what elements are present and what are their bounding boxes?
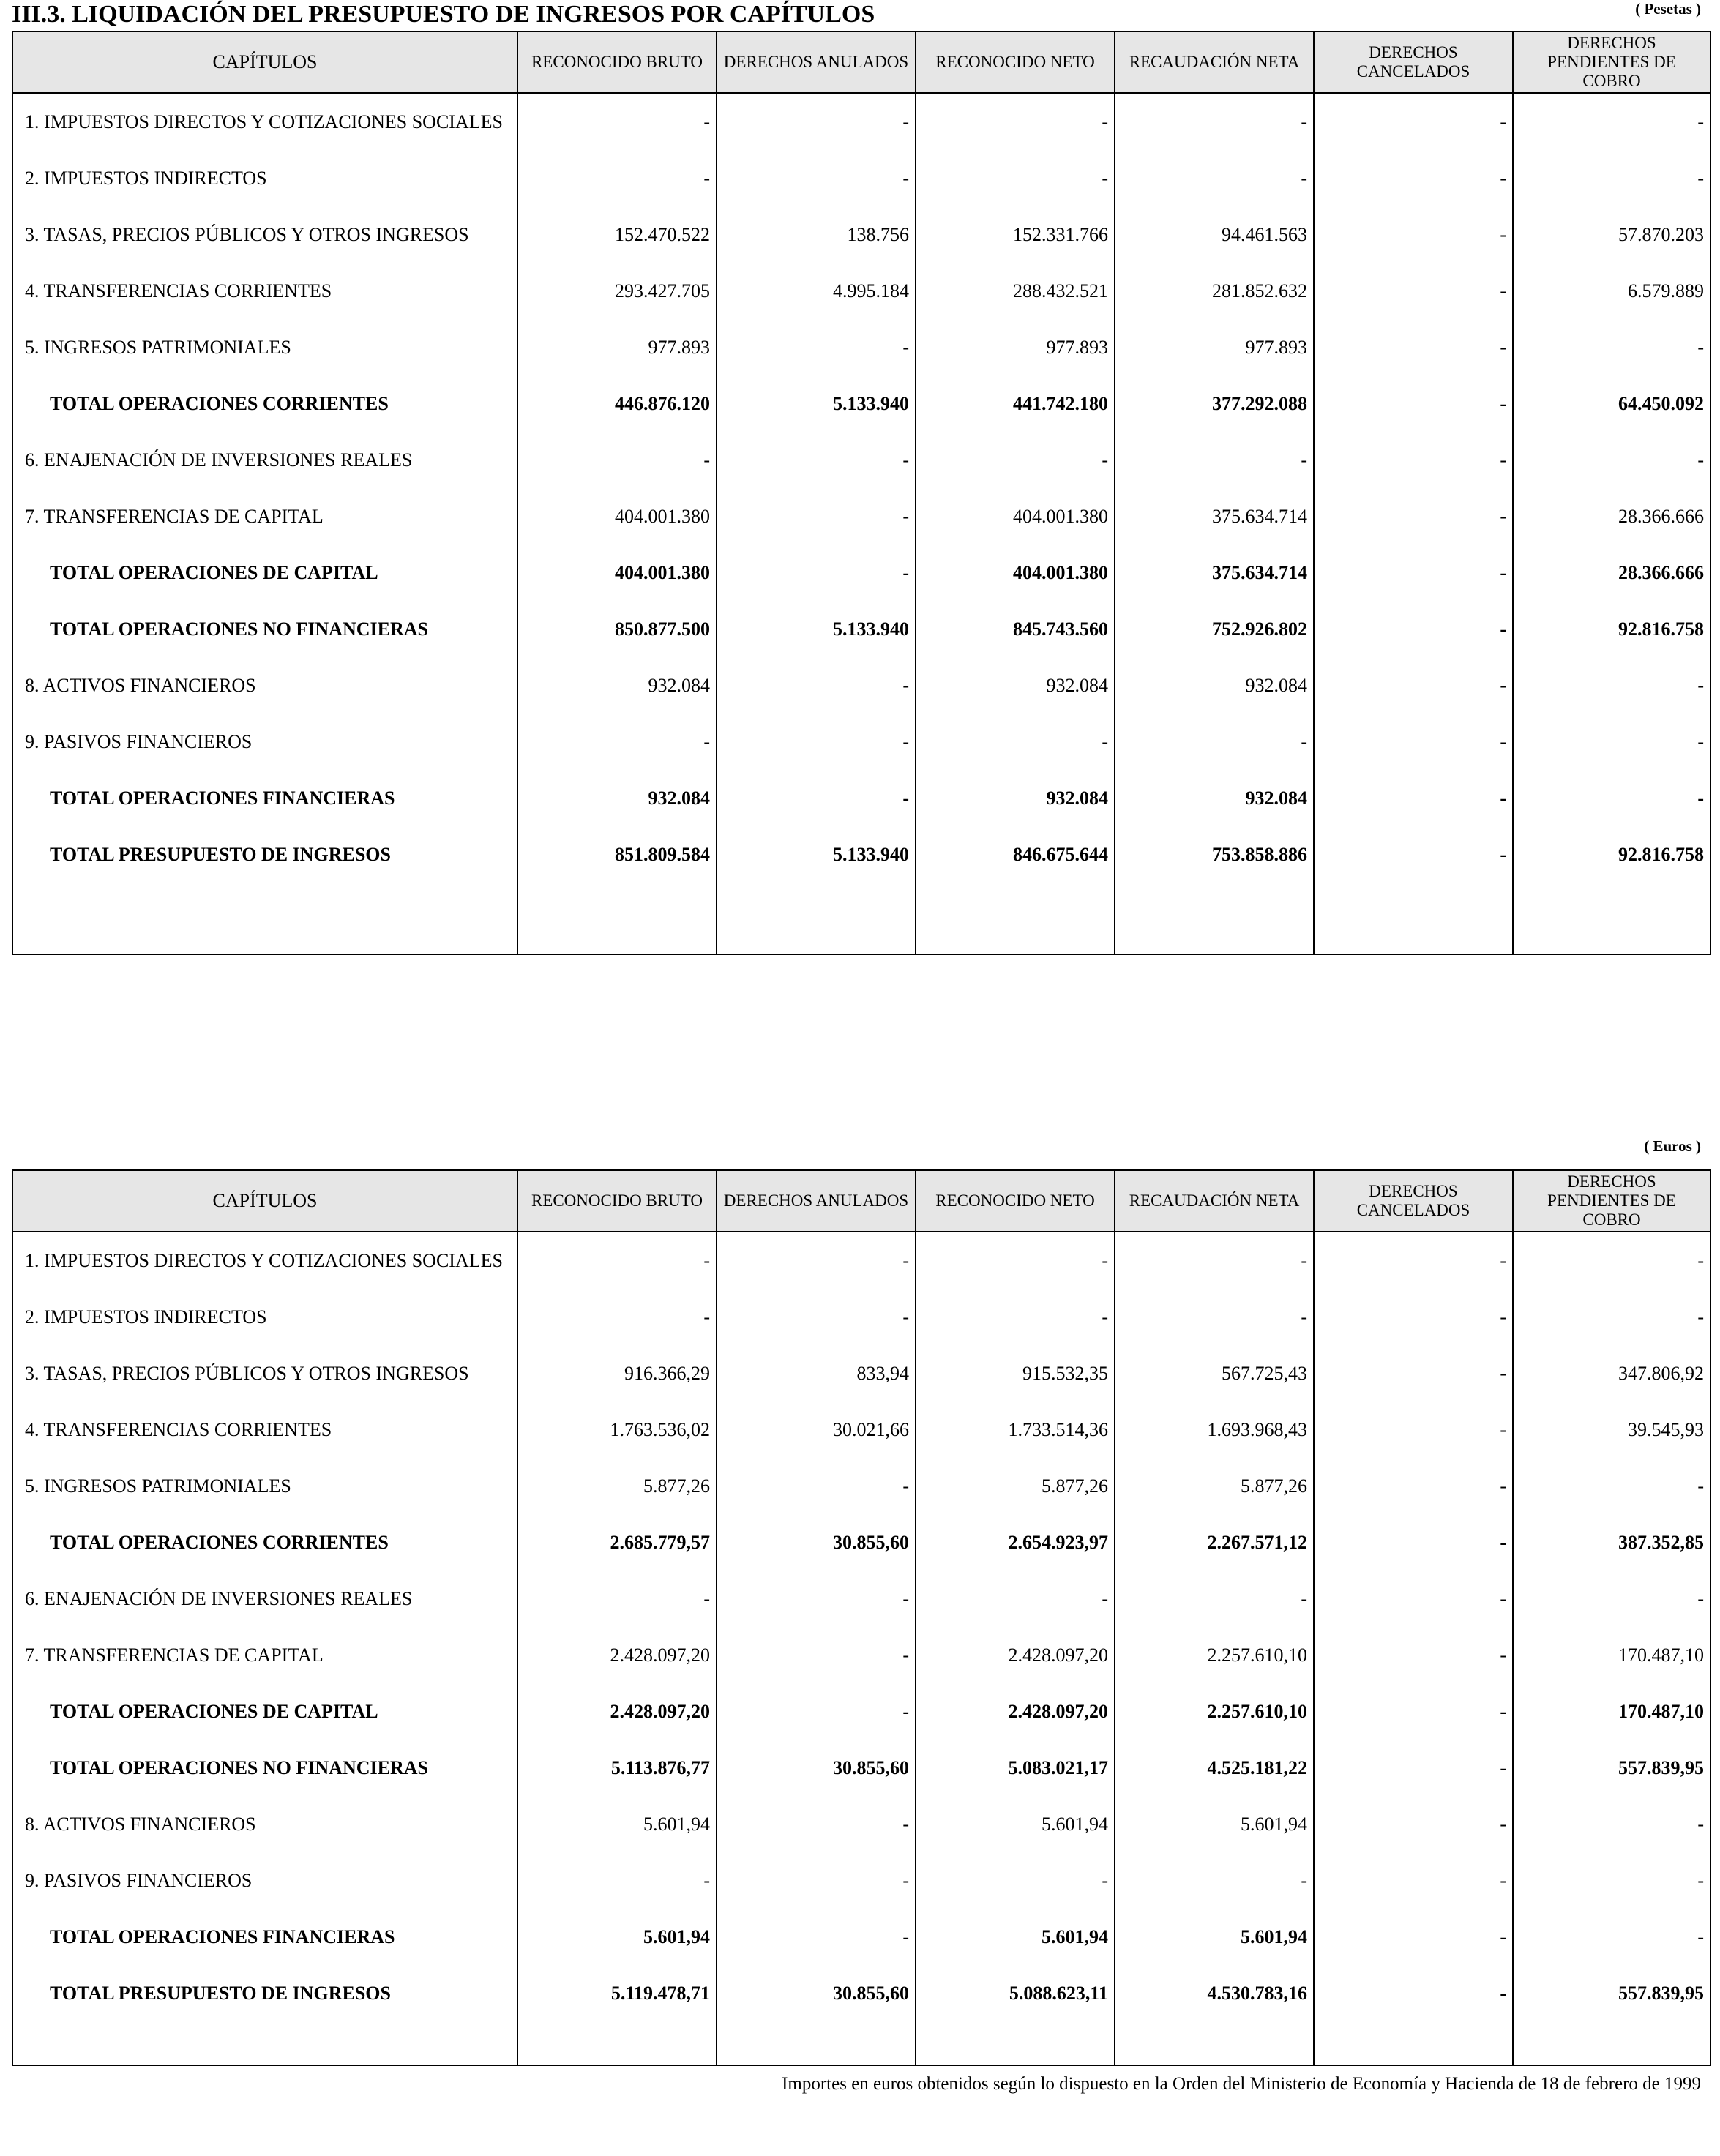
row-value: - [916,714,1115,770]
unit-label-euros: ( Euros ) [1644,1137,1701,1155]
table-row [12,1401,1710,1458]
row-value: 152.470.522 [517,206,717,263]
row-value: 94.461.563 [1115,206,1314,263]
row-value: 2.428.097,20 [916,1627,1115,1683]
column-header-reconocido-neto: RECONOCIDO NETO [916,1170,1115,1232]
row-value: - [717,1852,916,1909]
row-value: 932.084 [517,657,717,714]
row-value: 977.893 [1115,319,1314,375]
row-label: TOTAL OPERACIONES NO FINANCIERAS [12,601,517,657]
row-value: 92.816.758 [1513,826,1710,883]
row-value: 4.530.783,16 [1115,1965,1314,2021]
row-value: - [1513,150,1710,206]
row-value: 977.893 [517,319,717,375]
footnote: Importes en euros obtenidos según lo dispuesto en la Orden del Ministerio de Economía y Hacienda de 18 de febrero de 1999 [782,2074,1701,2094]
row-value: 752.926.802 [1115,601,1314,657]
row-value: 2.257.610,10 [1115,1627,1314,1683]
row-value: - [1115,1852,1314,1909]
empty-cell [517,883,717,954]
empty-cell [717,883,916,954]
row-value: - [1314,1571,1513,1627]
row-value: 2.267.571,12 [1115,1514,1314,1571]
row-value: - [1314,601,1513,657]
table-total-row [12,375,1710,432]
column-header-derechos-anulados: DERECHOS ANULADOS [717,31,916,93]
row-value: 30.855,60 [717,1514,916,1571]
row-value: 2.685.779,57 [517,1514,717,1571]
empty-cell [717,2021,916,2065]
row-value: - [1314,488,1513,544]
row-value: 441.742.180 [916,375,1115,432]
row-value: 932.084 [1115,770,1314,826]
row-label: TOTAL OPERACIONES DE CAPITAL [12,544,517,601]
row-value: 375.634.714 [1115,488,1314,544]
row-value: 932.084 [916,657,1115,714]
row-value: 377.292.088 [1115,375,1314,432]
row-value: 64.450.092 [1513,375,1710,432]
row-label: 2. IMPUESTOS INDIRECTOS [12,1289,517,1345]
table-row [12,319,1710,375]
table-header-row [12,1170,1710,1232]
column-header-derechos-cancelados: DERECHOS CANCELADOS [1314,1170,1513,1232]
unit-label-pesetas: ( Pesetas ) [1635,0,1701,18]
euros-table-body [12,1232,1710,2065]
row-value: - [717,714,916,770]
row-value: 387.352,85 [1513,1514,1710,1571]
table-row [12,1289,1710,1345]
table-total-row [12,1965,1710,2021]
row-value: 5.088.623,11 [916,1965,1115,2021]
table-row [12,432,1710,488]
row-value: 2.654.923,97 [916,1514,1115,1571]
row-value: - [517,432,717,488]
empty-cell [1115,883,1314,954]
column-header-derechos-anulados: DERECHOS ANULADOS [717,1170,916,1232]
table-row [12,1232,1710,1289]
empty-cell [1513,883,1710,954]
row-value: - [1513,1909,1710,1965]
table-total-row [12,601,1710,657]
row-label: 8. ACTIVOS FINANCIEROS [12,1796,517,1852]
row-value: - [517,714,717,770]
row-value: - [1314,1458,1513,1514]
table-row [12,1796,1710,1852]
column-header-reconocido-bruto: RECONOCIDO BRUTO [517,31,717,93]
row-value: 1.733.514,36 [916,1401,1115,1458]
row-value: 915.532,35 [916,1345,1115,1401]
row-value: - [1314,1740,1513,1796]
row-value: 5.119.478,71 [517,1965,717,2021]
table-total-row [12,1514,1710,1571]
row-value: - [1513,1232,1710,1289]
row-value: - [1314,1909,1513,1965]
row-value: 5.877,26 [916,1458,1115,1514]
empty-cell [916,2021,1115,2065]
row-value: 28.366.666 [1513,544,1710,601]
row-value: 932.084 [916,770,1115,826]
row-value: 5.877,26 [517,1458,717,1514]
column-header-capitulos: CAPÍTULOS [12,31,517,93]
row-value: - [1513,319,1710,375]
row-value: 2.257.610,10 [1115,1683,1314,1740]
row-value: - [916,1852,1115,1909]
row-value: - [1513,657,1710,714]
row-label: 6. ENAJENACIÓN DE INVERSIONES REALES [12,1571,517,1627]
row-value: 281.852.632 [1115,263,1314,319]
row-value: 4.525.181,22 [1115,1740,1314,1796]
row-value: 851.809.584 [517,826,717,883]
row-value: 2.428.097,20 [517,1683,717,1740]
empty-cell [1314,883,1513,954]
row-label: 1. IMPUESTOS DIRECTOS Y COTIZACIONES SOCIALES [12,93,517,150]
row-value: - [717,432,916,488]
table-row [12,1458,1710,1514]
row-value: - [1314,657,1513,714]
row-value: - [717,1571,916,1627]
row-label: TOTAL OPERACIONES FINANCIERAS [12,1909,517,1965]
row-value: - [916,93,1115,150]
row-value: 404.001.380 [916,488,1115,544]
column-header-reconocido-bruto: RECONOCIDO BRUTO [517,1170,717,1232]
row-label: 7. TRANSFERENCIAS DE CAPITAL [12,488,517,544]
row-label: 3. TASAS, PRECIOS PÚBLICOS Y OTROS INGRESOS [12,1345,517,1401]
row-value: - [1115,1289,1314,1345]
pesetas-table-body [12,93,1710,954]
table-row [12,488,1710,544]
row-label: 5. INGRESOS PATRIMONIALES [12,1458,517,1514]
row-value: - [717,657,916,714]
euros-table [12,1169,1711,2066]
row-value: 845.743.560 [916,601,1115,657]
row-value: 5.601,94 [1115,1909,1314,1965]
row-label: 9. PASIVOS FINANCIEROS [12,714,517,770]
table-row [12,1852,1710,1909]
row-value: - [1314,826,1513,883]
row-value: 92.816.758 [1513,601,1710,657]
empty-cell [12,883,517,954]
row-value: - [1314,1683,1513,1740]
row-label: 7. TRANSFERENCIAS DE CAPITAL [12,1627,517,1683]
row-value: 5.113.876,77 [517,1740,717,1796]
row-value: - [1513,770,1710,826]
row-value: - [916,1289,1115,1345]
column-header-derechos-cancelados: DERECHOS CANCELADOS [1314,31,1513,93]
row-value: 39.545,93 [1513,1401,1710,1458]
row-label: 8. ACTIVOS FINANCIEROS [12,657,517,714]
row-value: 30.855,60 [717,1965,916,2021]
row-value: - [517,150,717,206]
row-value: 446.876.120 [517,375,717,432]
row-label: TOTAL OPERACIONES NO FINANCIERAS [12,1740,517,1796]
row-value: - [1513,432,1710,488]
row-value: - [1314,1514,1513,1571]
row-value: - [1314,263,1513,319]
row-value: - [717,1796,916,1852]
row-value: - [717,1232,916,1289]
row-value: 404.001.380 [916,544,1115,601]
row-value: 347.806,92 [1513,1345,1710,1401]
row-value: 2.428.097,20 [916,1683,1115,1740]
row-label: 6. ENAJENACIÓN DE INVERSIONES REALES [12,432,517,488]
row-label: TOTAL PRESUPUESTO DE INGRESOS [12,1965,517,2021]
table-row [12,206,1710,263]
row-label: TOTAL OPERACIONES CORRIENTES [12,375,517,432]
row-value: 138.756 [717,206,916,263]
row-value: - [717,488,916,544]
table-row [12,1345,1710,1401]
table-row [12,93,1710,150]
row-value: 932.084 [1115,657,1314,714]
row-label: 3. TASAS, PRECIOS PÚBLICOS Y OTROS INGRESOS [12,206,517,263]
row-value: - [1314,1852,1513,1909]
row-value: - [1115,93,1314,150]
row-value: 1.693.968,43 [1115,1401,1314,1458]
row-value: 4.995.184 [717,263,916,319]
row-value: 932.084 [517,770,717,826]
row-value: - [916,432,1115,488]
empty-cell [1314,2021,1513,2065]
column-header-reconocido-neto: RECONOCIDO NETO [916,31,1115,93]
row-value: 850.877.500 [517,601,717,657]
empty-cell [517,2021,717,2065]
row-value: - [1314,1627,1513,1683]
row-value: 152.331.766 [916,206,1115,263]
table-spacer-row [12,883,1710,954]
row-value: - [1314,319,1513,375]
row-value: 293.427.705 [517,263,717,319]
row-value: - [1314,1965,1513,2021]
row-value: 28.366.666 [1513,488,1710,544]
row-value: - [1115,150,1314,206]
row-value: - [1314,150,1513,206]
row-value: - [717,319,916,375]
row-label: 4. TRANSFERENCIAS CORRIENTES [12,1401,517,1458]
row-value: - [717,544,916,601]
table-row [12,1627,1710,1683]
pesetas-table [12,31,1711,955]
row-value: 170.487,10 [1513,1627,1710,1683]
table-total-row [12,1740,1710,1796]
row-value: - [1314,93,1513,150]
row-value: 375.634.714 [1115,544,1314,601]
row-value: - [1314,1232,1513,1289]
empty-cell [1115,2021,1314,2065]
table-row [12,263,1710,319]
row-value: - [1314,770,1513,826]
column-header-capitulos: CAPÍTULOS [12,1170,517,1232]
empty-cell [916,883,1115,954]
table-total-row [12,770,1710,826]
row-value: - [717,1627,916,1683]
row-value: 977.893 [916,319,1115,375]
row-value: - [1513,714,1710,770]
row-value: - [717,150,916,206]
row-label: TOTAL OPERACIONES FINANCIERAS [12,770,517,826]
row-value: - [1115,714,1314,770]
column-header-recaudacion-neta: RECAUDACIÓN NETA [1115,1170,1314,1232]
row-value: - [1513,1852,1710,1909]
row-value: - [517,1852,717,1909]
row-value: - [1513,93,1710,150]
row-value: 288.432.521 [916,263,1115,319]
row-value: - [717,1289,916,1345]
row-label: 5. INGRESOS PATRIMONIALES [12,319,517,375]
row-value: - [916,150,1115,206]
row-value: - [717,93,916,150]
row-value: - [1115,1571,1314,1627]
table-total-row [12,1909,1710,1965]
row-value: 557.839,95 [1513,1740,1710,1796]
row-value: 753.858.886 [1115,826,1314,883]
row-value: 57.870.203 [1513,206,1710,263]
row-value: - [1314,1796,1513,1852]
table-row [12,657,1710,714]
row-label: TOTAL PRESUPUESTO DE INGRESOS [12,826,517,883]
column-header-derechos-pendientes: DERECHOS PENDIENTES DE COBRO [1513,31,1710,93]
row-value: 30.021,66 [717,1401,916,1458]
row-value: 5.601,94 [1115,1796,1314,1852]
row-value: 5.601,94 [916,1909,1115,1965]
row-value: 5.601,94 [517,1796,717,1852]
row-value: - [1115,432,1314,488]
row-label: 2. IMPUESTOS INDIRECTOS [12,150,517,206]
row-value: - [517,1232,717,1289]
row-value: - [717,1683,916,1740]
table-row [12,150,1710,206]
row-value: 5.601,94 [916,1796,1115,1852]
row-label: TOTAL OPERACIONES DE CAPITAL [12,1683,517,1740]
table-total-row [12,544,1710,601]
row-value: - [1314,432,1513,488]
row-value: 5.133.940 [717,601,916,657]
row-label: TOTAL OPERACIONES CORRIENTES [12,1514,517,1571]
row-value: - [1314,206,1513,263]
row-value: 557.839,95 [1513,1965,1710,2021]
table-total-row [12,1683,1710,1740]
row-value: 2.428.097,20 [517,1627,717,1683]
row-label: 1. IMPUESTOS DIRECTOS Y COTIZACIONES SOCIALES [12,1232,517,1289]
row-value: 916.366,29 [517,1345,717,1401]
row-value: - [916,1571,1115,1627]
row-value: 30.855,60 [717,1740,916,1796]
row-value: 1.763.536,02 [517,1401,717,1458]
row-value: 5.601,94 [517,1909,717,1965]
row-value: - [717,1909,916,1965]
row-value: - [1314,1401,1513,1458]
row-value: 170.487,10 [1513,1683,1710,1740]
table-row [12,1571,1710,1627]
row-value: 5.083.021,17 [916,1740,1115,1796]
column-header-recaudacion-neta: RECAUDACIÓN NETA [1115,31,1314,93]
row-value: 5.133.940 [717,375,916,432]
row-value: - [916,1232,1115,1289]
row-value: - [1115,1232,1314,1289]
table-row [12,714,1710,770]
page-title: III.3. LIQUIDACIÓN DEL PRESUPUESTO DE INGRESOS POR CAPÍTULOS [12,1,875,28]
empty-cell [1513,2021,1710,2065]
row-value: 404.001.380 [517,544,717,601]
table-total-row [12,826,1710,883]
row-value: 833,94 [717,1345,916,1401]
row-value: - [517,1571,717,1627]
row-value: 567.725,43 [1115,1345,1314,1401]
row-value: 404.001.380 [517,488,717,544]
row-value: 6.579.889 [1513,263,1710,319]
row-value: 846.675.644 [916,826,1115,883]
row-value: - [1513,1289,1710,1345]
row-value: - [1314,375,1513,432]
row-value: 5.133.940 [717,826,916,883]
row-value: - [1314,544,1513,601]
table-header-row [12,31,1710,93]
row-value: - [1314,1289,1513,1345]
row-value: - [1513,1796,1710,1852]
row-value: - [1314,714,1513,770]
row-label: 4. TRANSFERENCIAS CORRIENTES [12,263,517,319]
row-value: - [1314,1345,1513,1401]
row-value: - [717,770,916,826]
empty-cell [12,2021,517,2065]
row-value: - [1513,1571,1710,1627]
row-value: - [517,1289,717,1345]
row-label: 9. PASIVOS FINANCIEROS [12,1852,517,1909]
column-header-derechos-pendientes: DERECHOS PENDIENTES DE COBRO [1513,1170,1710,1232]
table-spacer-row [12,2021,1710,2065]
row-value: - [717,1458,916,1514]
row-value: 5.877,26 [1115,1458,1314,1514]
row-value: - [1513,1458,1710,1514]
row-value: - [517,93,717,150]
